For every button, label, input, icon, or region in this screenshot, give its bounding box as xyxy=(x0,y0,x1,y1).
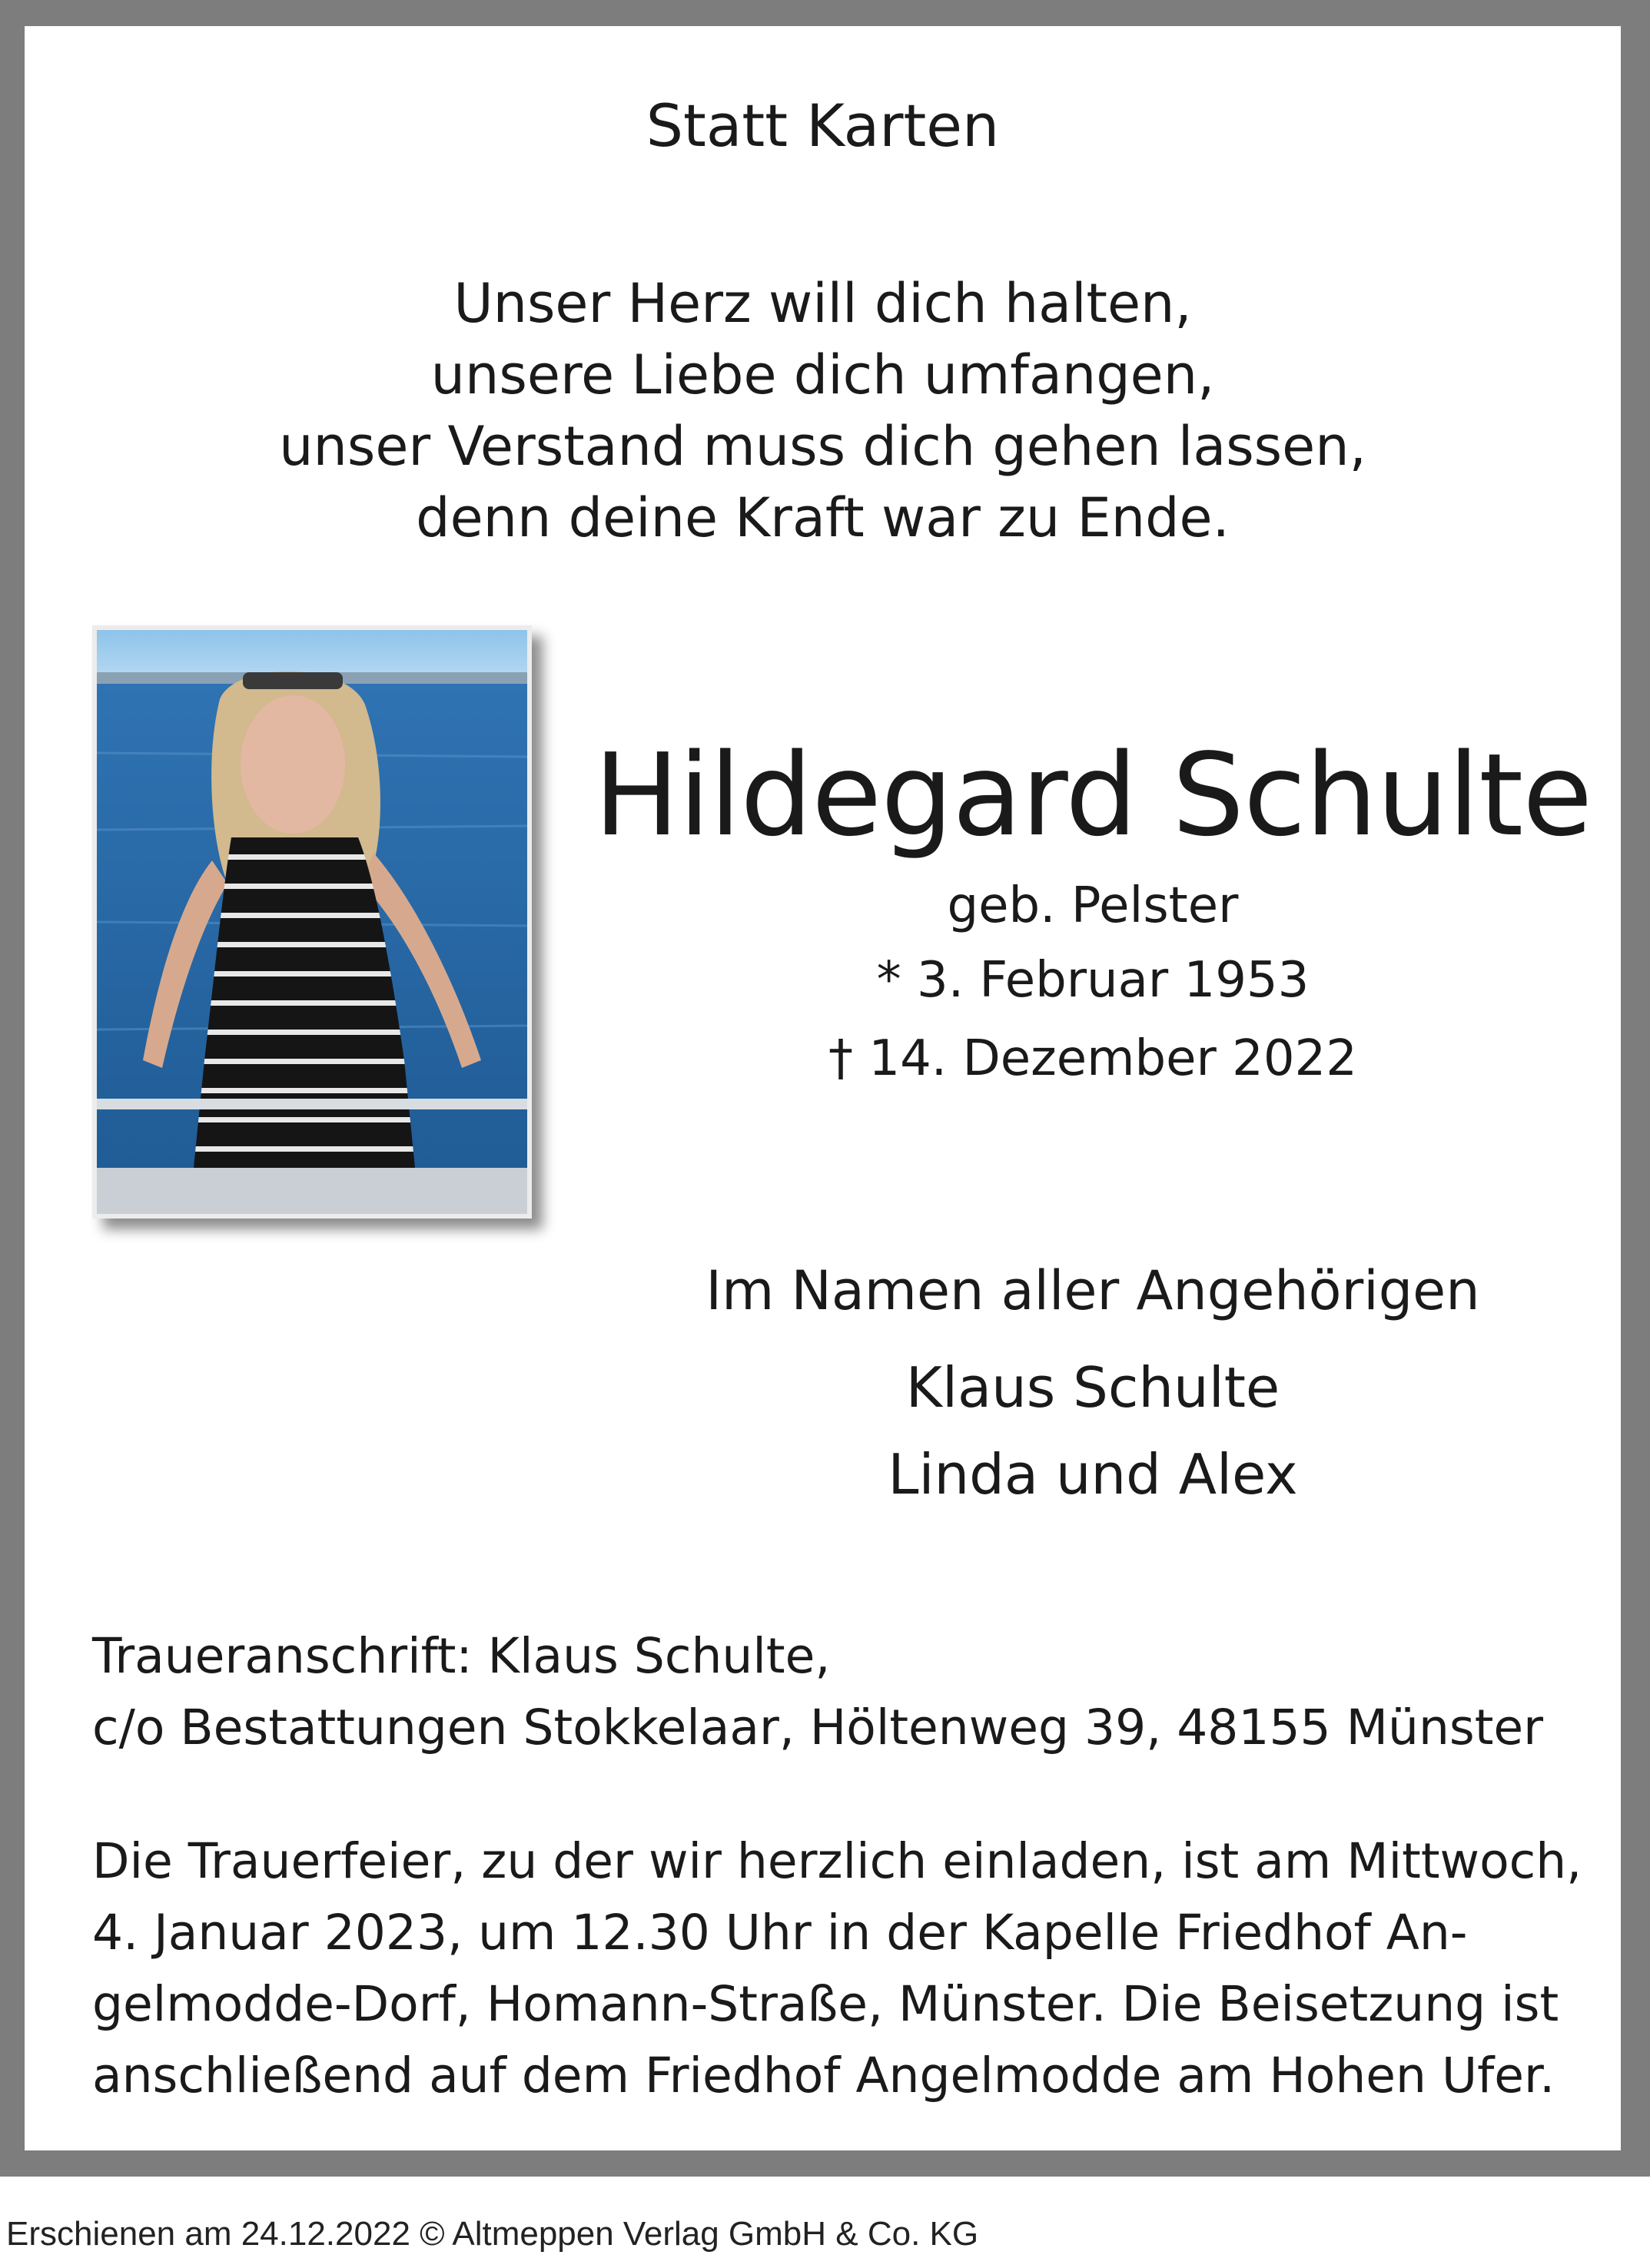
relative-name: Linda und Alex xyxy=(888,1442,1298,1507)
poem-line: unsere Liebe dich umfangen, xyxy=(430,343,1215,406)
condolence-address xyxy=(92,1620,1575,1763)
service-line: gelmodde-Dorf, Homann-Straße, Münster. Die Beisetzung ist xyxy=(92,1976,1559,2032)
relative-name: Klaus Schulte xyxy=(905,1355,1280,1420)
deceased-name: Hildegard Schulte xyxy=(593,729,1592,861)
publication-footer: Erschienen am 24.12.2022 © Altmeppen Verlag GmbH & Co. KG xyxy=(6,2215,979,2253)
service-line: anschließend auf dem Friedhof Angelmodde am Hohen Ufer. xyxy=(92,2048,1555,2104)
address-line: Traueranschrift: Klaus Schulte, xyxy=(92,1628,831,1684)
poem-line: unser Verstand muss dich gehen lassen, xyxy=(279,415,1366,478)
family-intro: Im Namen aller Angehörigen xyxy=(705,1259,1480,1322)
poem-line: Unser Herz will dich halten, xyxy=(453,272,1192,335)
death-date: † 14. Dezember 2022 xyxy=(828,1030,1357,1087)
poem-line: denn deine Kraft war zu Ende. xyxy=(416,486,1230,549)
service-line: Die Trauerfeier, zu der wir herzlich einladen, ist am Mittwoch, xyxy=(92,1833,1582,1889)
service-line: 4. Januar 2023, um 12.30 Uhr in der Kapelle Friedhof An- xyxy=(92,1905,1468,1961)
maiden-name: geb. Pelster xyxy=(947,877,1239,934)
obituary-card xyxy=(25,26,1621,2150)
address-line: c/o Bestattungen Stokkelaar, Höltenweg 39, 48155 Münster xyxy=(92,1699,1544,1756)
poem xyxy=(25,268,1621,554)
portrait-photo xyxy=(92,625,532,1219)
funeral-service-info xyxy=(92,1825,1582,2111)
header-statt-karten: Statt Karten xyxy=(646,91,1000,160)
birth-date: * 3. Februar 1953 xyxy=(876,952,1310,1009)
